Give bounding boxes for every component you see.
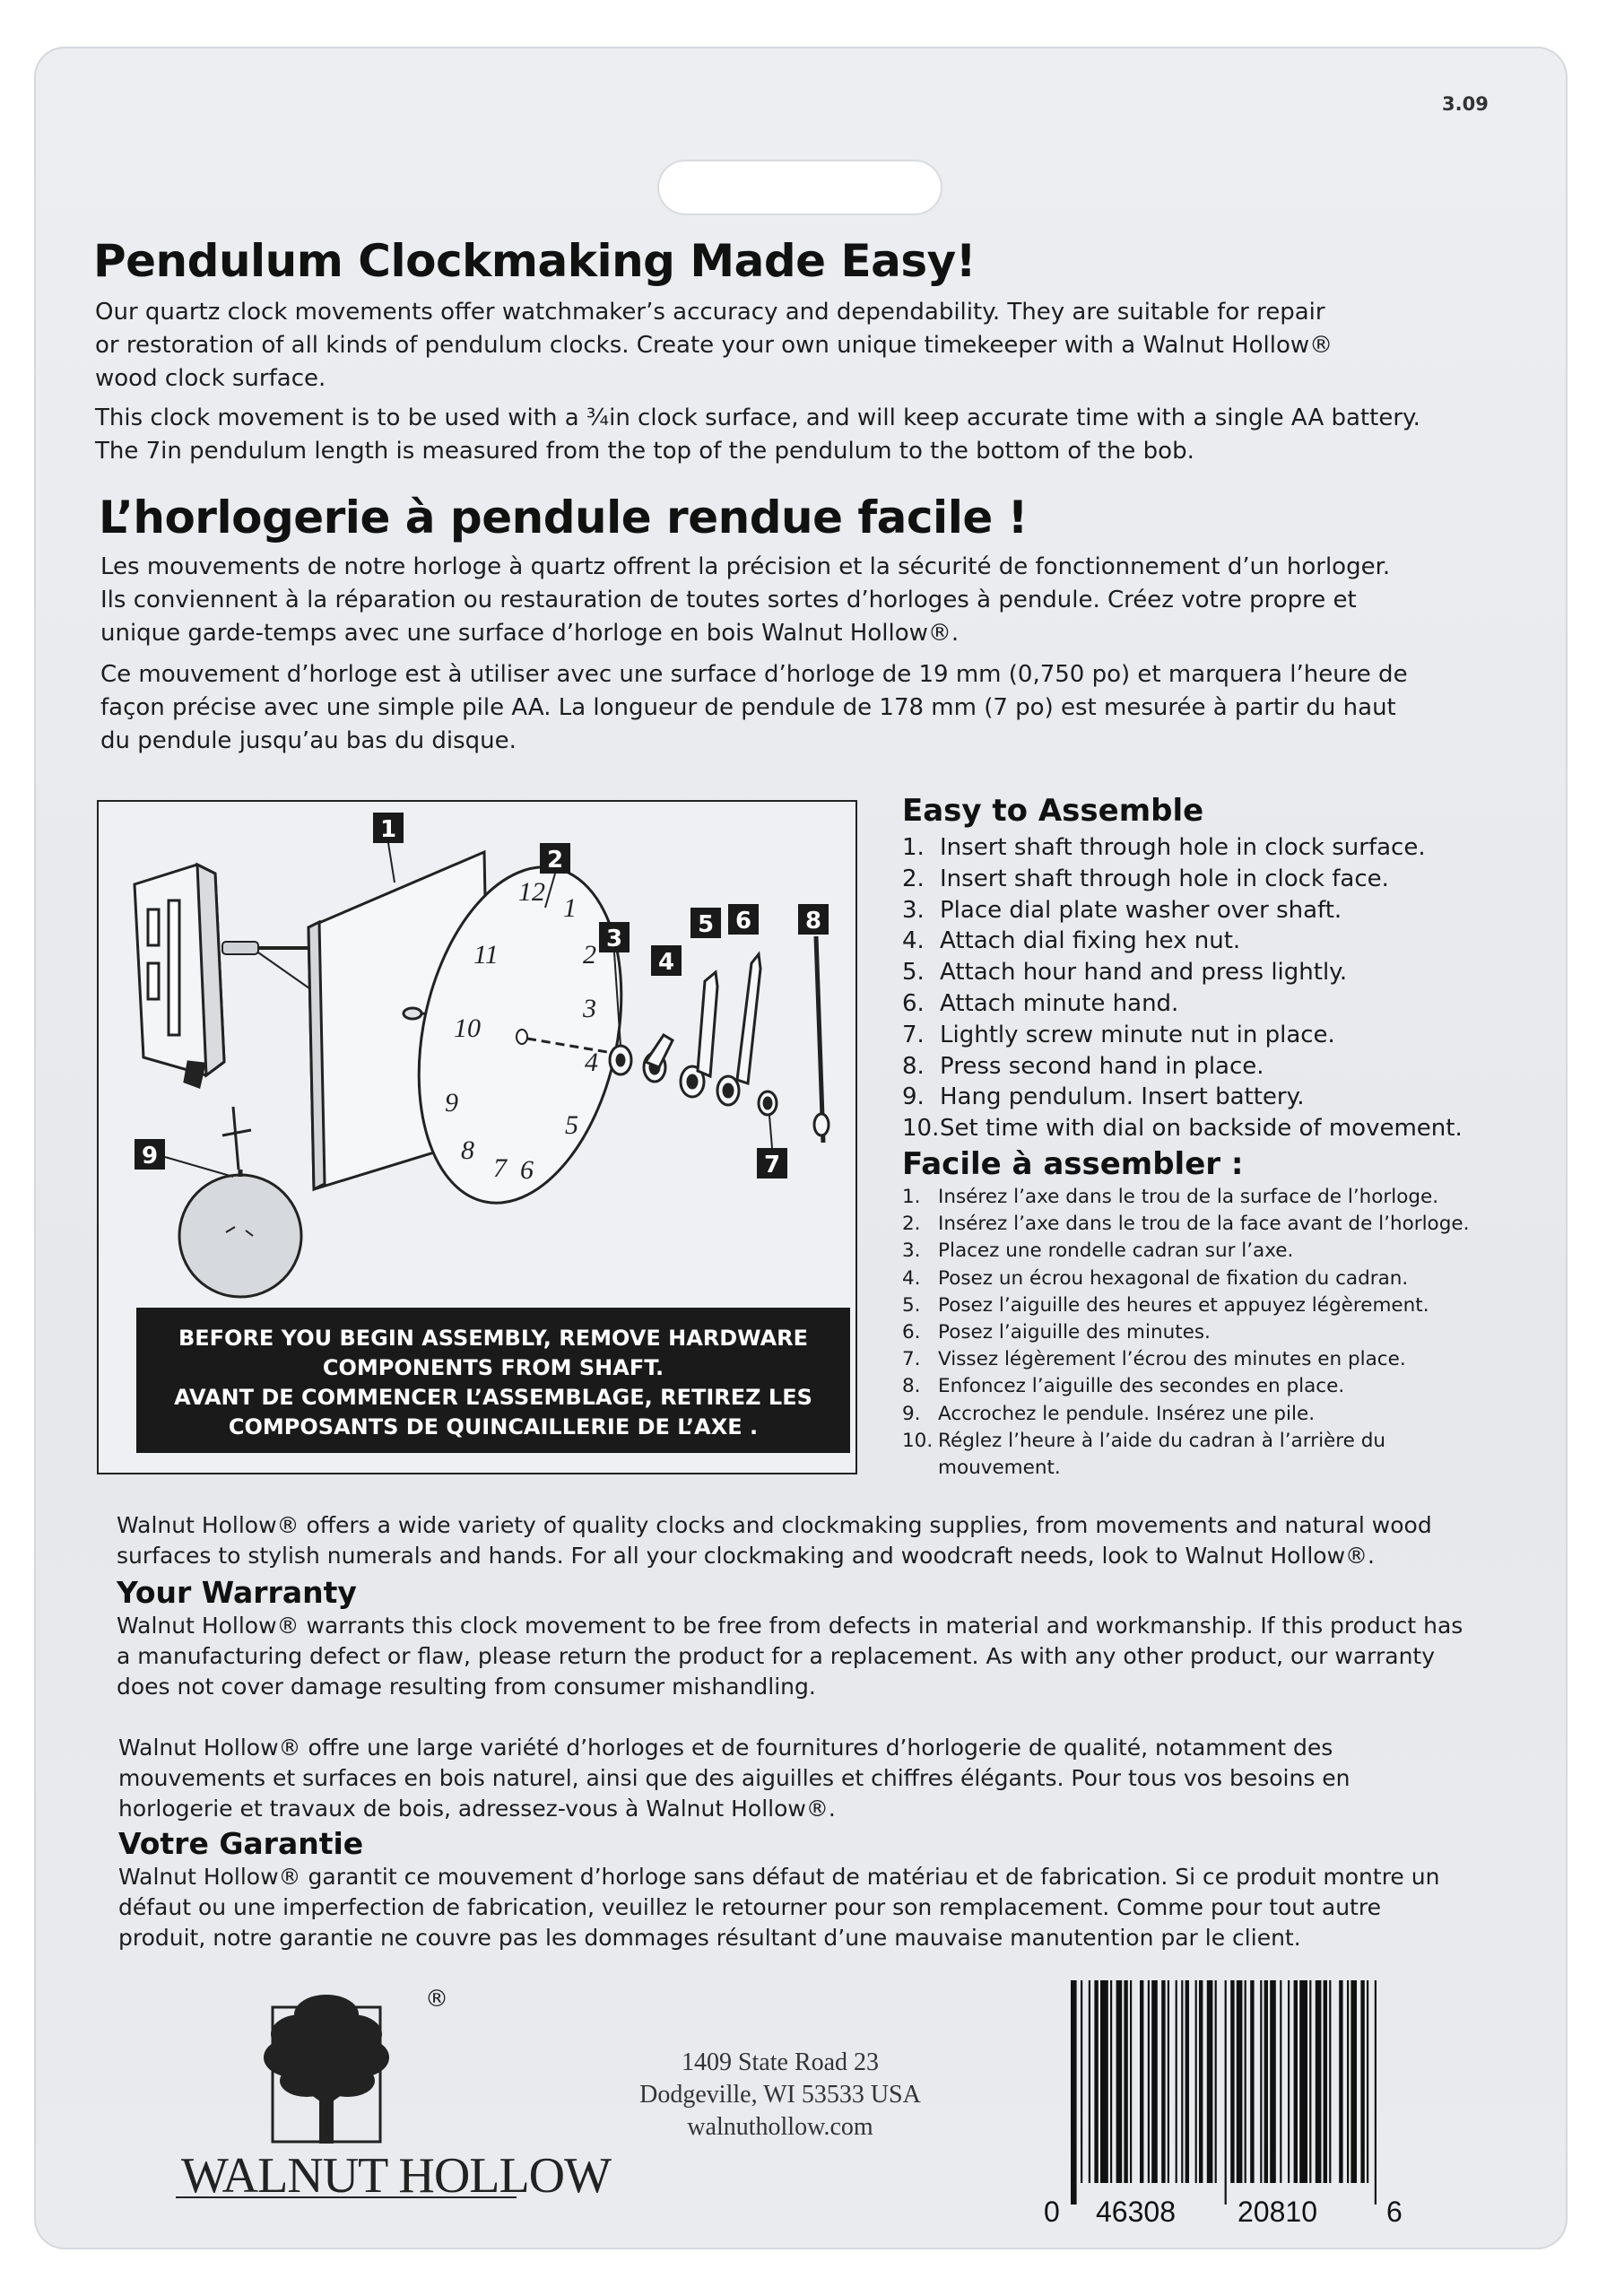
list-item: 8. Press second hand in place. <box>902 1052 1264 1080</box>
list-item: mouvement. <box>938 1457 1061 1480</box>
barcode-bar <box>1130 1980 1132 2183</box>
pendulum-icon <box>179 1107 301 1297</box>
barcode-bar <box>1148 1980 1150 2183</box>
barcode-bar <box>1094 1980 1098 2183</box>
barcode-bar <box>1294 1980 1298 2183</box>
barcode-bar <box>1280 1980 1281 2183</box>
intro-fr-p1: Les mouvements de notre horloge à quartz offrent la précision et la sécurité de fonctionnement d’un horloger. Ils conviennent à la réparation ou restauration de toutes sortes d’horloges à pendule. Créez votre propre et unique garde-temps avec une surface d’horloge en bois Walnut Hollow®. <box>100 553 1391 647</box>
barcode-bar <box>1081 1980 1082 2183</box>
assemble-steps-en <box>902 832 1530 1144</box>
callout-5: 5 <box>697 911 715 938</box>
callout-1: 1 <box>379 816 397 843</box>
barcode-bar <box>1110 1980 1112 2183</box>
barcode-check-digit: 6 <box>1386 2196 1403 2228</box>
barcode-bar <box>1215 1980 1217 2183</box>
barcode-bar <box>1181 1980 1183 2183</box>
list-item: 7. Lightly screw minute nut in place. <box>902 1021 1335 1048</box>
svg-text:9: 9 <box>445 1088 458 1118</box>
list-item: 3. Placez une rondelle cadran sur l’axe. <box>902 1239 1294 1263</box>
barcode-bar <box>1237 1980 1243 2183</box>
barcode-bar <box>1151 1980 1158 2183</box>
list-item: 2. Insert shaft through hole in clock face. <box>902 865 1389 892</box>
title-en: Pendulum Clockmaking Made Easy! <box>93 235 977 287</box>
warranty-title-en: Your Warranty <box>117 1575 357 1610</box>
svg-text:2: 2 <box>583 940 596 970</box>
barcode-bar <box>1375 1980 1377 2205</box>
about-en: Walnut Hollow® offers a wide variety of quality clocks and clockmaking supplies, from movements and natural wood surfaces to stylish numerals and hands. For all your clockmaking and woodcraft needs, look to Walnut Hollow®. <box>117 1512 1432 1569</box>
barcode-bar <box>1116 1980 1123 2183</box>
upc-barcode <box>1067 1980 1381 2205</box>
barcode-bar <box>1339 1980 1342 2183</box>
svg-text:10: 10 <box>454 1013 481 1043</box>
brand-logo-text: WALNUT HOLLOW <box>181 2148 611 2204</box>
barcode-bar <box>1270 1980 1276 2183</box>
barcode-bar <box>1347 1980 1349 2183</box>
callout-6: 6 <box>734 908 752 935</box>
barcode-lead-digit: 0 <box>1044 2196 1060 2228</box>
assemble-title-fr: Facile à assembler : <box>902 1146 1244 1182</box>
barcode-bar <box>1316 1980 1322 2183</box>
list-item: 9. Hang pendulum. Insert battery. <box>902 1083 1305 1111</box>
callout-4: 4 <box>657 949 675 976</box>
svg-text:4: 4 <box>585 1048 598 1077</box>
barcode-bar <box>1071 1980 1077 2205</box>
list-item: 7. Vissez légèrement l’écrou des minutes en place. <box>902 1348 1406 1371</box>
svg-text:12: 12 <box>518 877 545 907</box>
svg-text:5: 5 <box>565 1110 578 1140</box>
callout-8: 8 <box>804 908 822 935</box>
registered-mark: ® <box>425 1986 448 2013</box>
barcode-bar <box>1360 1980 1364 2183</box>
svg-text:7: 7 <box>493 1153 507 1183</box>
about-fr: Walnut Hollow® offre une large variété d’horloges et de fournitures d’horlogerie de qualité, notamment des mouvements et surfaces en bois naturel, ainsi que des aiguilles et chiffres élégants. Pour tous vos besoins en horlogerie et travaux de bois, adressez-vous à Walnut Hollow®. <box>118 1735 1350 1822</box>
hardware-icon <box>610 936 829 1143</box>
barcode-bar <box>1350 1980 1357 2183</box>
svg-text:11: 11 <box>473 940 499 970</box>
svg-text:6: 6 <box>520 1155 534 1185</box>
barcode-bar <box>1168 1980 1169 2183</box>
assemble-steps-fr <box>902 1184 1530 1482</box>
svg-text:8: 8 <box>461 1135 474 1165</box>
list-item: 8. Enfoncez l’aiguille des secondes en place. <box>902 1375 1345 1398</box>
barcode-bar <box>1185 1980 1189 2183</box>
barcode-bar <box>1288 1980 1290 2183</box>
barcode-left-digits: 46308 <box>1096 2196 1176 2228</box>
list-item: 6. Posez l’aiguille des minutes. <box>902 1321 1211 1344</box>
barcode-bar <box>1140 1980 1143 2183</box>
intro-en-p1: Our quartz clock movements offer watchmaker’s accuracy and dependability. They are suitable for repair or restoration of all kinds of pendulum clocks. Create your own unique timekeeper with a Walnut Hollow® wood clock surface. <box>95 299 1333 392</box>
list-item: 5. Attach hour hand and press lightly. <box>902 959 1348 987</box>
barcode-bar <box>1100 1980 1108 2183</box>
barcode-bar <box>1309 1980 1311 2183</box>
barcode-bar <box>1161 1980 1165 2183</box>
svg-text:1: 1 <box>563 893 577 923</box>
warranty-title-fr: Votre Garantie <box>118 1826 364 1861</box>
version-number: 3.09 <box>1442 93 1489 115</box>
barcode-right-digits: 20810 <box>1238 2196 1317 2228</box>
warning-banner: BEFORE YOU BEGIN ASSEMBLY, REMOVE HARDWARE COMPONENTS FROM SHAFT. AVANT DE COMMENCER L’ASSEMBLAGE, RETIREZ LES COMPOSANTS DE QUINCAILLERIE DE L’AXE . <box>136 1308 850 1453</box>
list-item: 10. Réglez l’heure à l’aide du cadran à l’arrière du <box>902 1429 1385 1452</box>
barcode-bar <box>1324 1980 1327 2183</box>
list-item: 10. Set time with dial on backside of movement. <box>902 1115 1463 1143</box>
barcode-bar <box>1195 1980 1197 2183</box>
callout-7: 7 <box>763 1152 781 1178</box>
svg-text:3: 3 <box>583 994 596 1023</box>
list-item: 4. Posez un écrou hexagonal de fixation du cadran. <box>902 1266 1409 1290</box>
barcode-bar <box>1264 1980 1268 2183</box>
list-item: 9. Accrochez le pendule. Insérez une pile. <box>902 1402 1316 1425</box>
list-item: 5. Posez l’aiguille des heures et appuyez légèrement. <box>902 1293 1429 1317</box>
clock-movement-icon <box>135 865 224 1087</box>
barcode-bar <box>1250 1980 1254 2183</box>
barcode-bar <box>1176 1980 1177 2183</box>
barcode-bar <box>1207 1980 1213 2183</box>
barcode-bar <box>1230 1980 1234 2183</box>
barcode-bar <box>1299 1980 1307 2183</box>
list-item: 4. Attach dial fixing hex nut. <box>902 927 1241 955</box>
list-item: 6. Attach minute hand. <box>902 989 1179 1017</box>
intro-fr-p2: Ce mouvement d’horloge est à utiliser avec une surface d’horloge de 19 mm (0,750 po) et marquera l’heure de façon précise avec une simple pile AA. La longueur de pendule de 178 mm (7 po) est mesurée à partir du haut du pendule jusqu’au bas du disque. <box>100 661 1408 754</box>
title-fr: L’horlogerie à pendule rendue facile ! <box>99 491 1028 544</box>
list-item: 1. Insérez l’axe dans le trou de la surface de l’horloge. <box>902 1186 1439 1208</box>
list-item: 1. Insert shaft through hole in clock surface. <box>902 834 1426 861</box>
company-address: 1409 State Road 23 Dodgeville, WI 53533 USA walnuthollow.com <box>639 2048 921 2141</box>
barcode-bar <box>1260 1980 1262 2183</box>
barcode-bar <box>1089 1980 1090 2183</box>
shaft-icon <box>222 942 309 988</box>
intro-en-p2: This clock movement is to be used with a ¾in clock surface, and will keep accurate time with a single AA battery. The 7in pendulum length is measured from the top of the pendulum to the bottom of the bob. <box>95 404 1420 465</box>
warranty-fr: Walnut Hollow® garantit ce mouvement d’horloge sans défaut de matériau et de fabrication. Si ce produit montre un défaut ou une imperfection de fabrication, veuillez le retourner pour son remplacement. Comme pour tout autre produit, notre garantie ne couvre pas les dommages résultant d’une mauvaise manutention par le client. <box>118 1864 1440 1951</box>
barcode-bar <box>1329 1980 1331 2183</box>
callout-2: 2 <box>546 847 564 874</box>
barcode-bar <box>1124 1980 1127 2183</box>
warranty-en: Walnut Hollow® warrants this clock movement to be free from defects in material and workmanship. If this product has a manufacturing defect or flaw, please return the product for a replacement. As with any other product, our warranty does not cover damage resulting from consumer mishandling. <box>117 1613 1463 1700</box>
list-item: 2. Insérez l’axe dans le trou de la face avant de l’horloge. <box>902 1213 1470 1236</box>
callout-9: 9 <box>141 1143 159 1170</box>
barcode-bar <box>1199 1980 1203 2183</box>
assemble-title-en: Easy to Assemble <box>902 793 1204 829</box>
barcode-bar <box>1367 1980 1368 2183</box>
list-item: 3. Place dial plate washer over shaft. <box>902 896 1342 924</box>
callout-3: 3 <box>605 926 623 952</box>
barcode-bar <box>1245 1980 1246 2183</box>
barcode-bar <box>1225 1980 1227 2205</box>
hang-hole <box>657 160 942 215</box>
